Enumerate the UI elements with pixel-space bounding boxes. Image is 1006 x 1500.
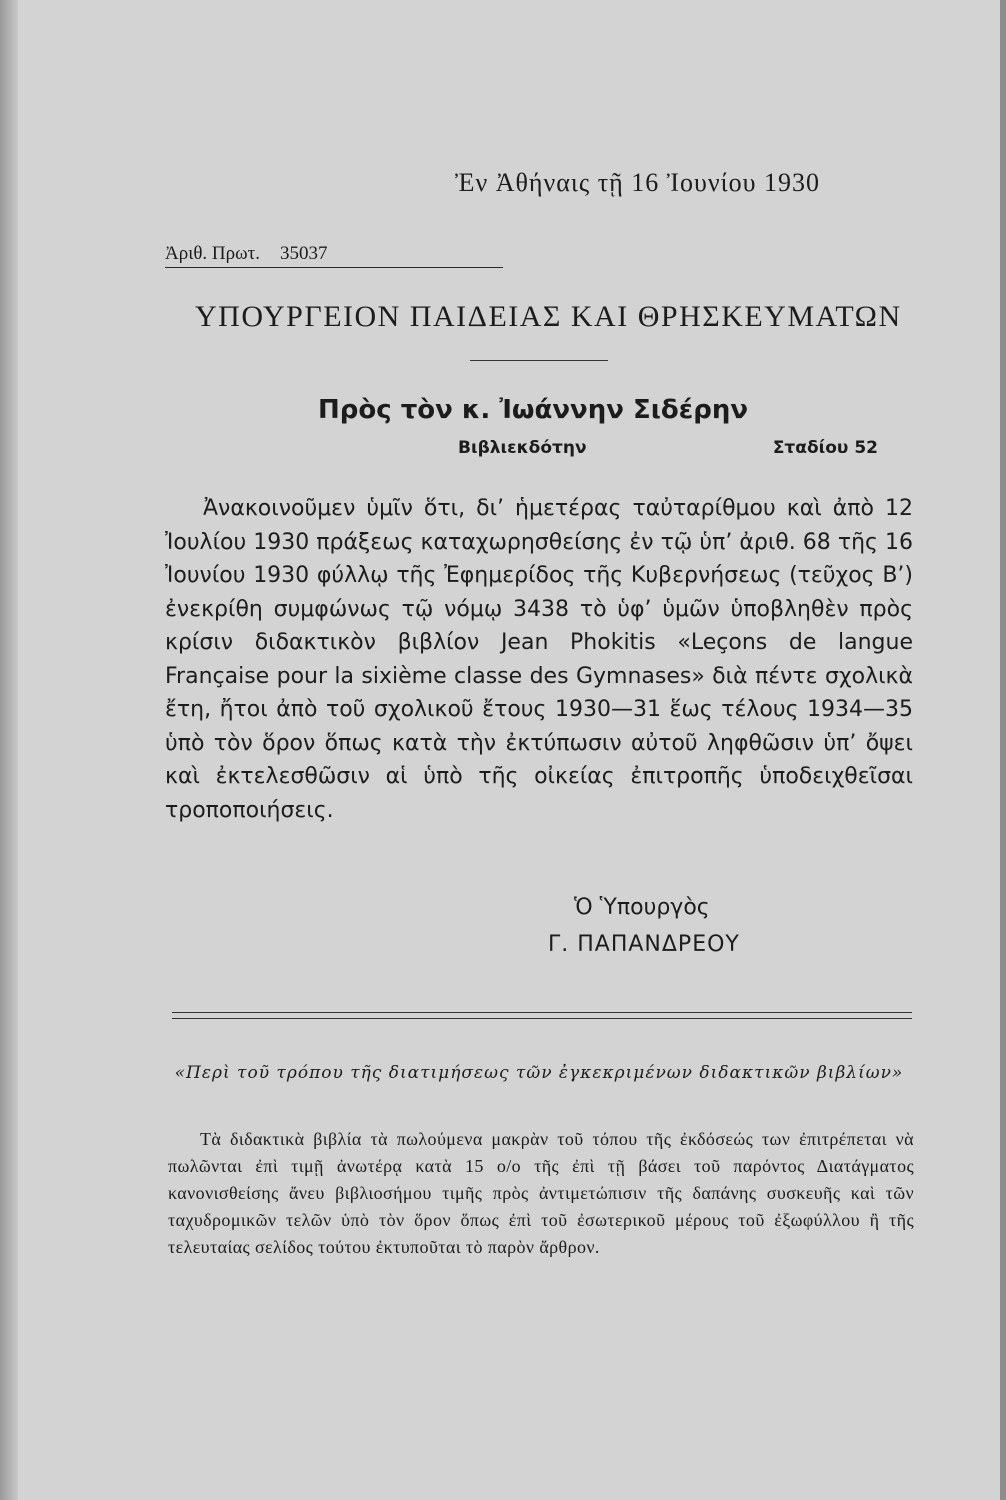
page-left-edge [0, 0, 18, 1500]
note-paragraph: Τὰ διδακτικὰ βιβλία τὰ πωλούμενα μακρὰν τοῦ τόπου τῆς ἐκδόσεώς των ἐπιτρέπεται νὰ πωλῶνται ἐπὶ τιμῇ ἀνωτέρᾳ κατὰ 15 ο/ο τῆς ἐπὶ τῇ βάσει τοῦ παρόντος Διατάγματος κανονισθείσης ἄνευ βιβλιοσήμου τιμῆς πρὸς ἀντιμετώπισιν τῆς δαπάνης συσκευῆς καὶ τῶν ταχυδρομικῶν τελῶν ὑπὸ τὸν ὅρον ὅπως ἐπὶ τοῦ ἐσωτερικοῦ μέρους τοῦ ἐξωφύλλου ἢ τῆς τελευταίας σελίδος τούτου ἐκτυποῦται τὸ παρὸν ἄρθρον. [168, 1129, 914, 1257]
note-title: «Περὶ τοῦ τρόπου τῆς διατιμήσεως τῶν ἐγκεκριμένων διδακτικῶν βιβλίων» [174, 1063, 904, 1083]
letter-paragraph: Ἀνακοινοῦμεν ὑμῖν ὅτι, δι’ ἡμετέρας ταὐταρίθμου καὶ ἀπὸ 12 Ἰουλίου 1930 πράξεως καταχωρησθείσης ἐν τῷ ὑπ’ ἀριθ. 68 τῆς 16 Ἰουνίου 1930 φύλλῳ τῆς Ἐφημερίδος τῆς Κυβερνήσεως (τεῦχος Β’) ἐνεκρίθη συμφώνως τῷ νόμῳ 3438 τὸ ὑφ’ ὑμῶν ὑποβληθὲν πρὸς κρίσιν διδακτικὸν βιβλίον Jean Phokitis «Leçons de langue Française pour la sixième classe des Gymnases» διὰ πέντε σχολικὰ ἔτη, ἤτοι ἀπὸ τοῦ σχολικοῦ ἔτους 1930—31 ἕως τέλους 1934—35 ὑπὸ τὸν ὅρον ὅπως κατὰ τὴν ἐκτύπωσιν αὐτοῦ ληφθῶσιν ὑπ’ ὄψει καὶ ἐκτελεσθῶσιν αἱ ὑπὸ τῆς οἰκείας ἐπιτροπῆς ὑποδειχθεῖσαι τροποποιήσεις. [165, 496, 913, 823]
addressee: Πρὸς τὸν κ. Ἰωάννην Σιδέρην [318, 395, 749, 425]
protocol-label: Ἀριθ. Πρωτ. [165, 243, 261, 264]
addressee-role: Βιβλιεκδότην [458, 438, 587, 458]
page-right-edge [1000, 0, 1006, 1500]
note-body [168, 1126, 914, 1261]
addressee-details [458, 438, 878, 458]
date-line: Ἐν Ἀθήναις τῇ 16 Ἰουνίου 1930 [455, 168, 820, 197]
addressee-address: Σταδίου 52 [772, 438, 878, 458]
protocol-number: 35037 [280, 243, 328, 264]
separator-rule [470, 360, 608, 361]
signature-title: Ὁ Ὑπουργὸς [574, 895, 710, 920]
ministry-heading: ΥΠΟΥΡΓΕΙΟΝ ΠΑΙΔΕΙΑΣ ΚΑΙ ΘΡΗΣΚΕΥΜΑΤΩΝ [195, 300, 902, 333]
double-rule-divider [172, 1012, 912, 1019]
letter-body [165, 492, 913, 827]
signature-name: Γ. ΠΑΠΑΝΔΡΕΟΥ [548, 932, 740, 957]
protocol-line [165, 243, 503, 268]
